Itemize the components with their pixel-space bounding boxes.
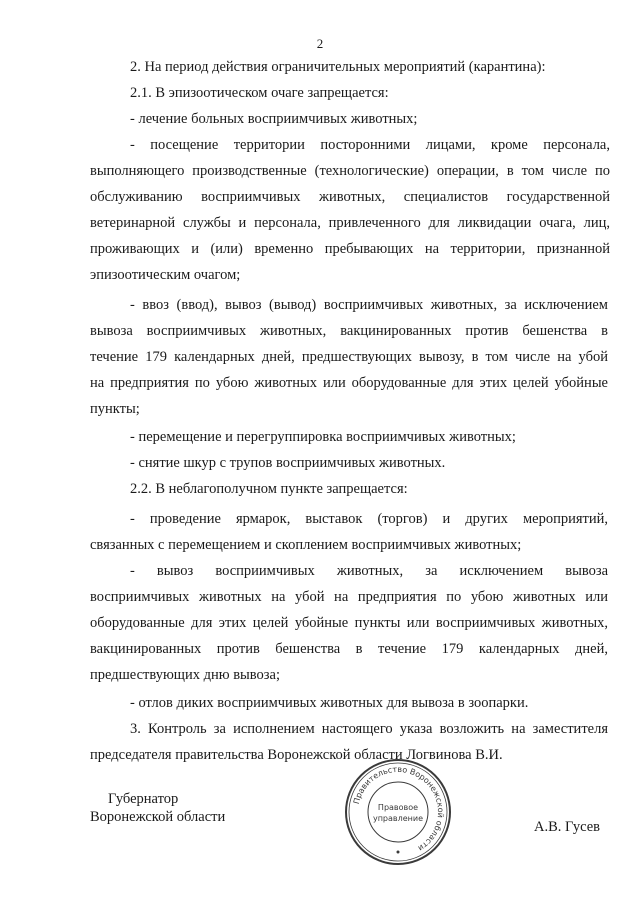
text-line-26: 3. Контроль за исполнением настоящего указа возложить на заместителя [130,721,608,737]
text-line-5: выполняющего производственные (технологические) операции, в том числе по [90,163,610,179]
text-line-20: - вывоз восприимчивых животных, за исключением вывоза [130,563,608,579]
text-line-18: - проведение ярмарок, выставок (торгов) и других мероприятий, [130,511,608,527]
text-line-23: вакцинированных против бешенства в течение 179 календарных дней, [90,641,608,657]
text-line-2: 2.1. В эпизоотическом очаге запрещается: [130,85,389,101]
text-line-6: обслуживанию восприимчивых животных, специалистов государственной [90,189,610,205]
text-line-22: оборудованные для этих целей убойные пункты или восприимчивых животных, [90,615,608,631]
signature-position-line2: Воронежской области [90,809,226,825]
text-line-14: пункты; [90,401,140,417]
text-line-12: течение 179 календарных дней, предшествующих вывозу, в том числе на убой [90,349,608,365]
text-line-8: проживающих и (или) временно пребывающих на территории, признанной [90,241,610,257]
text-line-27: председателя правительства Воронежской области Логвинова В.И. [90,747,503,763]
signature-name: А.В. Гусев [534,819,600,835]
page-number: 2 [316,36,324,51]
signature-position-line1: Губернатор [108,791,179,807]
stamp-center-line2: управление [372,814,424,823]
text-line-24: предшествующих дню вывоза; [90,667,280,683]
text-line-25: - отлов диких восприимчивых животных для вывоза в зоопарки. [130,695,529,711]
official-stamp [343,757,453,867]
text-line-11: вывоза восприимчивых животных, вакцинированных против бешенства в [90,323,608,339]
text-line-1: 2. На период действия ограничительных мероприятий (карантина): [130,59,546,75]
text-line-16: - снятие шкур с трупов восприимчивых животных. [130,455,446,471]
stamp-center-line1: Правовое [377,803,419,812]
text-line-9: эпизоотическим очагом; [90,267,241,283]
text-line-7: ветеринарной службы и персонала, привлеченного для ликвидации очага, лиц, [90,215,610,231]
text-line-19: связанных с перемещением и скоплением восприимчивых животных; [90,537,522,553]
text-line-17: 2.2. В неблагополучном пункте запрещается: [130,481,408,497]
text-line-4: - посещение территории посторонними лицами, кроме персонала, [130,137,610,153]
text-line-13: на предприятия по убою животных или оборудованные для этих целей убойные [90,375,608,391]
text-line-10: - ввоз (ввод), вывоз (вывод) восприимчивых животных, за исключением [130,297,608,313]
stamp-ring-text: Правительство Воронежской области [351,764,446,853]
text-line-15: - перемещение и перегруппировка восприимчивых животных; [130,429,516,445]
text-line-21: восприимчивых животных на убой на предприятия по убою животных или [90,589,608,605]
text-line-3: - лечение больных восприимчивых животных; [130,111,418,127]
